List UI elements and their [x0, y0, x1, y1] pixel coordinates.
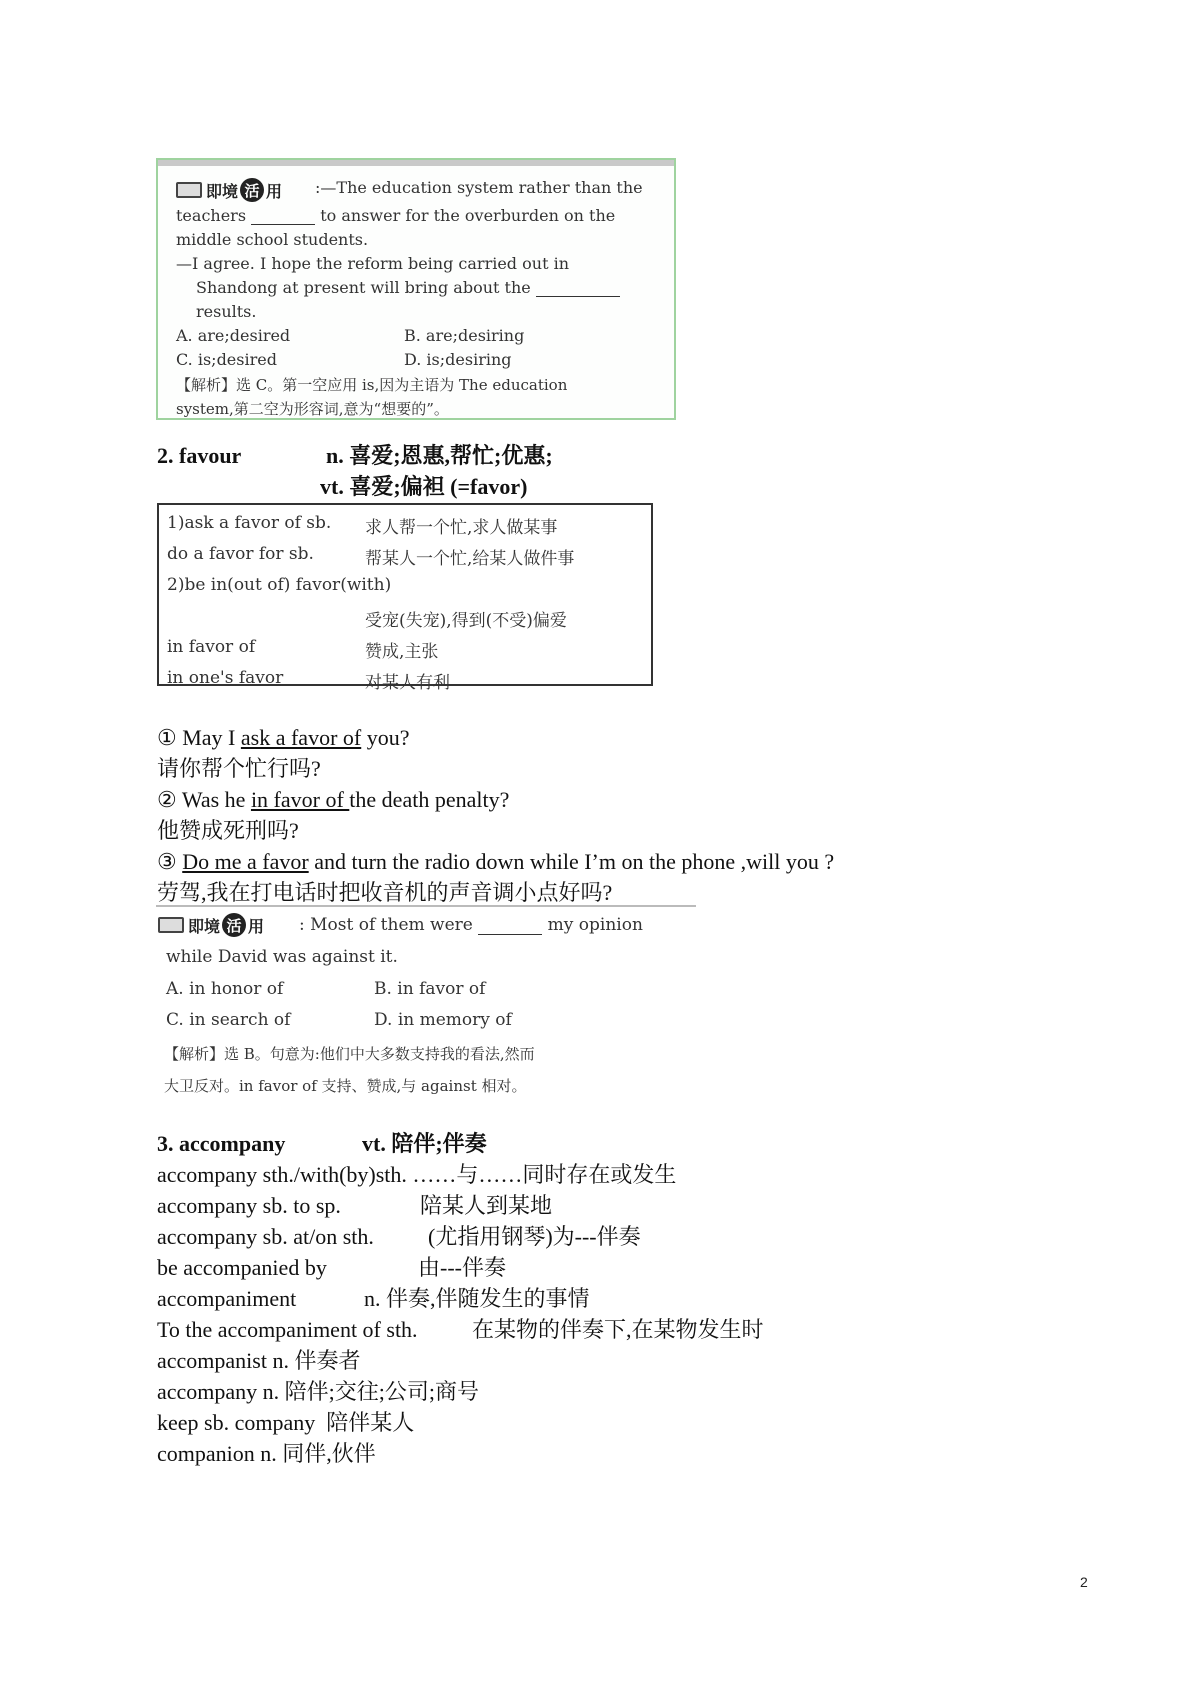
scan-top-line — [156, 905, 696, 907]
badge-circle: 活 — [222, 913, 246, 937]
exercise-badge: 即境 活 用 — [176, 178, 282, 202]
question-line: :—The education system rather than the — [315, 178, 643, 197]
question-line: : Most of them were my opinion — [299, 915, 643, 935]
phrase-zh: 帮某人一个忙,给某人做件事 — [365, 549, 575, 569]
example-3: ③ Do me a favor and turn the radio down while I’m on the phone ,will you ? — [157, 849, 835, 874]
example-2: ② Was he in favor of the death penalty? — [157, 787, 510, 812]
section-heading-accompany: 3. accompany — [157, 1131, 286, 1156]
question-line: —I agree. I hope the reform being carried out in — [176, 254, 569, 273]
phrase-zh: 求人帮一个忙,求人做某事 — [365, 518, 558, 538]
accompany-line: accompaniment — [157, 1286, 297, 1311]
phrase-en: 1)ask a favor of sb. — [167, 513, 332, 533]
accompany-line: accompany sb. at/on sth. — [157, 1224, 374, 1249]
analysis-line: 【解析】选 B。句意为:他们中大多数支持我的看法,然而 — [164, 1045, 535, 1063]
exercise-box-1 — [156, 158, 676, 420]
accompany-line: companion n. 同伴,伙伴 — [157, 1441, 376, 1466]
option-a: A. in honor of — [166, 979, 284, 999]
option-c: C. in search of — [166, 1010, 291, 1030]
question-line: teachers to answer for the overburden on the — [176, 206, 616, 225]
example-1-translation: 请你帮个忙行吗? — [157, 756, 321, 781]
section-heading-favour: 2. favour — [157, 443, 242, 468]
exercise-box-2 — [156, 905, 696, 1100]
scan-top-strip — [158, 160, 674, 166]
accompany-line: be accompanied by — [157, 1255, 327, 1280]
book-icon — [176, 182, 202, 198]
phrase-en: 2)be in(out of) favor(with) — [167, 575, 392, 595]
question-line: middle school students. — [176, 230, 369, 249]
accompany-line: accompany sb. to sp. — [157, 1193, 341, 1218]
accompany-line: To the accompaniment of sth. — [157, 1317, 418, 1342]
accompany-definition: vt. 陪伴;伴奏 — [362, 1131, 487, 1156]
book-icon — [158, 917, 184, 933]
accompany-line: keep sb. company 陪伴某人 — [157, 1410, 415, 1435]
analysis-line: 大卫反对。in favor of 支持、赞成,与 against 相对。 — [164, 1077, 527, 1095]
option-d: D. in memory of — [374, 1010, 512, 1030]
answer-blank — [536, 296, 620, 297]
answer-blank — [251, 224, 315, 225]
option-b: B. in favor of — [374, 979, 486, 999]
example-3-translation: 劳驾,我在打电话时把收音机的声音调小点好吗? — [157, 880, 613, 905]
accompany-line: accompany sth./with(by)sth. ……与……同时存在或发生 — [157, 1162, 677, 1187]
question-line: Shandong at present will bring about the — [196, 278, 620, 297]
phrase-en: in one's favor — [167, 668, 284, 688]
accompany-line-zh: (尤指用钢琴)为---伴奏 — [428, 1224, 641, 1249]
question-line: results. — [196, 302, 257, 321]
option-c: C. is;desired — [176, 350, 277, 369]
phrase-en: in favor of — [167, 637, 256, 657]
phrase-en: do a favor for sb. — [167, 544, 314, 564]
accompany-line-zh: 陪某人到某地 — [420, 1193, 553, 1218]
phrase-zh: 赞成,主张 — [365, 642, 439, 662]
badge-circle: 活 — [240, 178, 264, 202]
analysis-line: system,第二空为形容词,意为“想要的”。 — [176, 400, 449, 418]
example-1: ① May I ask a favor of you? — [157, 725, 410, 750]
option-b: B. are;desiring — [404, 326, 525, 345]
page-number: 2 — [1080, 1574, 1088, 1590]
answer-blank — [478, 934, 542, 935]
accompany-line: accompany n. 陪伴;交往;公司;商号 — [157, 1379, 480, 1404]
example-2-translation: 他赞成死刑吗? — [157, 818, 299, 843]
exercise-badge: 即境 活 用 — [158, 913, 264, 937]
phrase-table — [157, 503, 653, 693]
phrase-zh: 受宠(失宠),得到(不受)偏爱 — [365, 611, 567, 631]
question-line: while David was against it. — [166, 947, 398, 967]
accompany-line-zh: 由---伴奏 — [418, 1255, 506, 1280]
phrase-zh: 对某人有利 — [365, 673, 450, 693]
option-d: D. is;desiring — [404, 350, 512, 369]
option-a: A. are;desired — [176, 326, 291, 345]
accompany-line: accompanist n. 伴奏者 — [157, 1348, 361, 1373]
analysis-line: 【解析】选 C。第一空应用 is,因为主语为 The education — [176, 376, 568, 394]
favour-definition-verb: vt. 喜爱;偏袒 (=favor) — [320, 474, 528, 499]
accompany-line-zh: 在某物的伴奏下,在某物发生时 — [472, 1317, 764, 1342]
favour-definition-noun: n. 喜爱;恩惠,帮忙;优惠; — [326, 443, 553, 468]
accompany-line-zh: n. 伴奏,伴随发生的事情 — [364, 1286, 590, 1311]
